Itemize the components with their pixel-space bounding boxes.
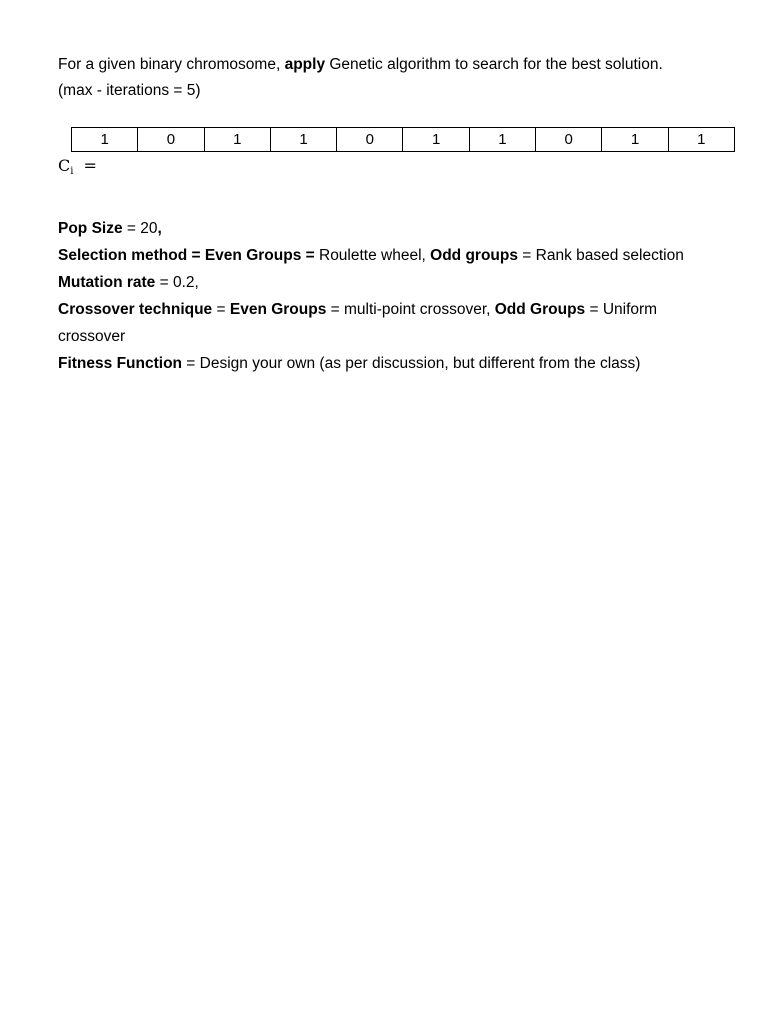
crossover-odd-value: = Uniform xyxy=(585,301,658,318)
pop-size-trail: , xyxy=(157,220,162,237)
param-mutation xyxy=(58,269,748,296)
selection-odd-value: = Rank based selection xyxy=(517,247,684,264)
pop-size-label: Pop Size xyxy=(58,220,123,237)
gene-cell: 1 xyxy=(72,128,138,152)
crossover-even-label: Even Groups xyxy=(229,301,327,318)
chromosome-table xyxy=(71,127,735,152)
selection-even-value: Roulette wheel, xyxy=(314,247,431,264)
crossover-odd-label: Odd Groups xyxy=(494,301,586,318)
intro-text-pre: For a given binary chromosome, xyxy=(58,56,285,73)
chromosome-label-equals: = xyxy=(83,156,97,175)
chromosome-label xyxy=(58,154,97,184)
gene-cell: 0 xyxy=(536,128,602,152)
crossover-label: Crossover technique xyxy=(58,301,213,318)
gene-cell: 1 xyxy=(403,128,469,152)
intro-line-1 xyxy=(58,52,748,78)
intro-paragraph xyxy=(58,52,748,104)
gene-cell: 1 xyxy=(602,128,668,152)
param-crossover xyxy=(58,296,748,323)
gene-cell: 0 xyxy=(138,128,204,152)
intro-text-post: Genetic algorithm to search for the best solution. xyxy=(325,56,663,73)
selection-odd-label: Odd groups xyxy=(430,247,518,264)
selection-label: Selection method = Even Groups = xyxy=(58,247,315,264)
parameters-section xyxy=(58,215,748,377)
param-crossover-cont: crossover xyxy=(58,328,126,345)
intro-line-2: (max - iterations = 5) xyxy=(58,82,201,99)
gene-cell: 1 xyxy=(668,128,734,152)
gene-cell: 1 xyxy=(469,128,535,152)
param-selection xyxy=(58,242,748,269)
chromosome-label-subscript: i xyxy=(70,166,74,177)
crossover-even-value: = multi-point crossover, xyxy=(326,301,495,318)
param-pop-size xyxy=(58,215,748,242)
fitness-value: = Design your own (as per discussion, but different from the class) xyxy=(182,355,641,372)
gene-cell: 1 xyxy=(270,128,336,152)
mutation-label: Mutation rate xyxy=(58,274,156,291)
param-fitness xyxy=(58,350,748,377)
chromosome-label-base: C xyxy=(58,156,71,175)
crossover-eq: = xyxy=(212,301,230,318)
chromosome-row xyxy=(72,128,735,152)
gene-cell: 0 xyxy=(337,128,403,152)
gene-cell: 1 xyxy=(204,128,270,152)
intro-bold-apply: apply xyxy=(284,56,326,73)
pop-size-value: = 20 xyxy=(122,220,158,237)
fitness-label: Fitness Function xyxy=(58,355,182,372)
mutation-value: = 0.2, xyxy=(155,274,199,291)
